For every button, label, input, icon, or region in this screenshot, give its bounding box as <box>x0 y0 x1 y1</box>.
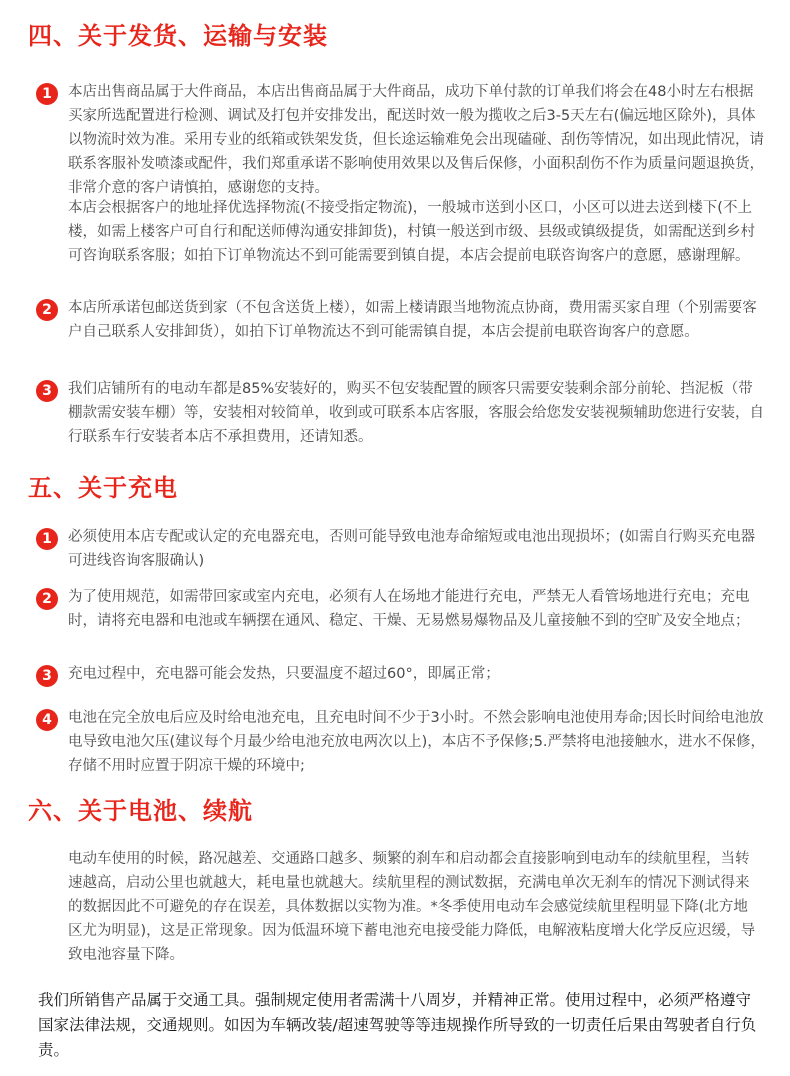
number-badge: 3 <box>36 665 58 687</box>
shipping-item-2-text: 本店所承诺包邮送货到家（不包含送货上楼），如需上楼请跟当地物流点协商，费用需买家自理（个别需要客户自己联系人安排卸货），如拍下订单物流达不到可能需镇自提，本店会提前电联咨询客户的意愿。 <box>68 300 757 340</box>
shipping-item-1 <box>36 80 766 200</box>
charging-item-1 <box>36 525 766 573</box>
charging-item-3-text: 充电过程中，充电器可能会发热，只要温度不超过60°，即属正常； <box>68 666 500 682</box>
section-title-battery: 六、关于电池、续航 <box>28 797 253 825</box>
section-title-shipping: 四、关于发货、运输与安装 <box>28 22 328 50</box>
shipping-item-1-text: 本店出售商品属于大件商品，本店出售商品属于大件商品，成功下单付款的订单我们将会在48小时左右根据买家所选配置进行检测、调试及打包并安排发出，配送时效一般为揽收之后3-5天左右(偏远地区除外)，具体以物流时效为准。采用专业的纸箱或铁架发货，但长途运输难免会出现磕碰、刮伤等情况，如出现此情况，请联系客服补发喷漆或配件，我们郑重承诺不影响使用效果以及售后保修，小面积刮伤不作为质量问题退换货，非常介意的客户请慎拍，感谢您的支持。 <box>68 84 764 196</box>
battery-paragraph: 电动车使用的时候，路况越差、交通路口越多、频繁的刹车和启动都会直接影响到电动车的续航里程，当转速越高，启动公里也就越大，耗电量也就越大。续航里程的测试数据，充满电单次无刹车的情况下测试得来的数据因此不可避免的存在误差，具体数据以实物为准。*冬季使用电动车会感觉续航里程明显下降(北方地区尤为明显)，这是正常现象。因为低温环境下蓄电池充电接受能力降低，电解液粘度增大化学反应迟缓，导致电池容量下降。 <box>68 851 756 963</box>
charging-item-3 <box>36 662 766 686</box>
charging-item-4-text: 电池在完全放电后应及时给电池充电，且充电时间不少于3小时。不然会影响电池使用寿命;因长时间给电池放电导致电池欠压(建议每个月最少给电池充放电两次以上)，本店不予保修;5.严禁将电池接触水，进水不保修，存储不用时应置于阴凉干燥的环境中; <box>68 710 766 774</box>
legal-notice: 我们所销售产品属于交通工具。强制规定使用者需满十八周岁，并精神正常。使用过程中，必须严格遵守国家法律法规，交通规则。如因为车辆改装/超速驾驶等等违规操作所导致的一切责任后果由驾驶者自行负责。 <box>38 991 757 1059</box>
shipping-item-2 <box>36 296 766 344</box>
number-badge: 2 <box>36 299 58 321</box>
charging-item-1-text: 必须使用本店专配或认定的充电器充电，否则可能导致电池寿命缩短或电池出现损坏；(如需自行购买充电器可进线咨询客服确认) <box>68 529 756 569</box>
number-badge: 2 <box>36 588 58 610</box>
number-badge: 3 <box>36 380 58 402</box>
charging-item-2-text: 为了使用规范，如需带回家或室内充电，必须有人在场地才能进行充电，严禁无人看管场地进行充电；充电时，请将充电器和电池或车辆摆在通风、稳定、干燥、无易燃易爆物品及儿童接触不到的空旷及安全地点； <box>68 589 750 629</box>
charging-item-2 <box>36 585 766 633</box>
number-badge: 4 <box>36 709 58 731</box>
charging-item-4 <box>36 706 766 778</box>
number-badge: 1 <box>36 528 58 550</box>
shipping-item-3-text: 我们店铺所有的电动车都是85%安装好的，购买不包安装配置的顾客只需要安装剩余部分前轮、挡泥板（带棚款需安装车棚）等，安装相对较简单，收到或可联系本店客服，客服会给您发安装视频辅助您进行安装，自行联系车行安装者本店不承担费用，还请知悉。 <box>68 381 764 445</box>
shipping-delivery-paragraph: 本店会根据客户的地址择优选择物流(不接受指定物流)，一般城市送到小区口，小区可以进去送到楼下(不上楼，如需上楼客户可自行和配送师傅沟通安排卸货)，村镇一般送到市级、县级或镇级提货，如需配送到乡村可咨询联系客服；如拍下订单物流达不到可能需要到镇自提，本店会提前电联咨询客户的意愿，感谢理解。 <box>68 200 756 264</box>
section-title-charging: 五、关于充电 <box>28 474 178 502</box>
number-badge: 1 <box>36 83 58 105</box>
shipping-item-3 <box>36 377 766 449</box>
